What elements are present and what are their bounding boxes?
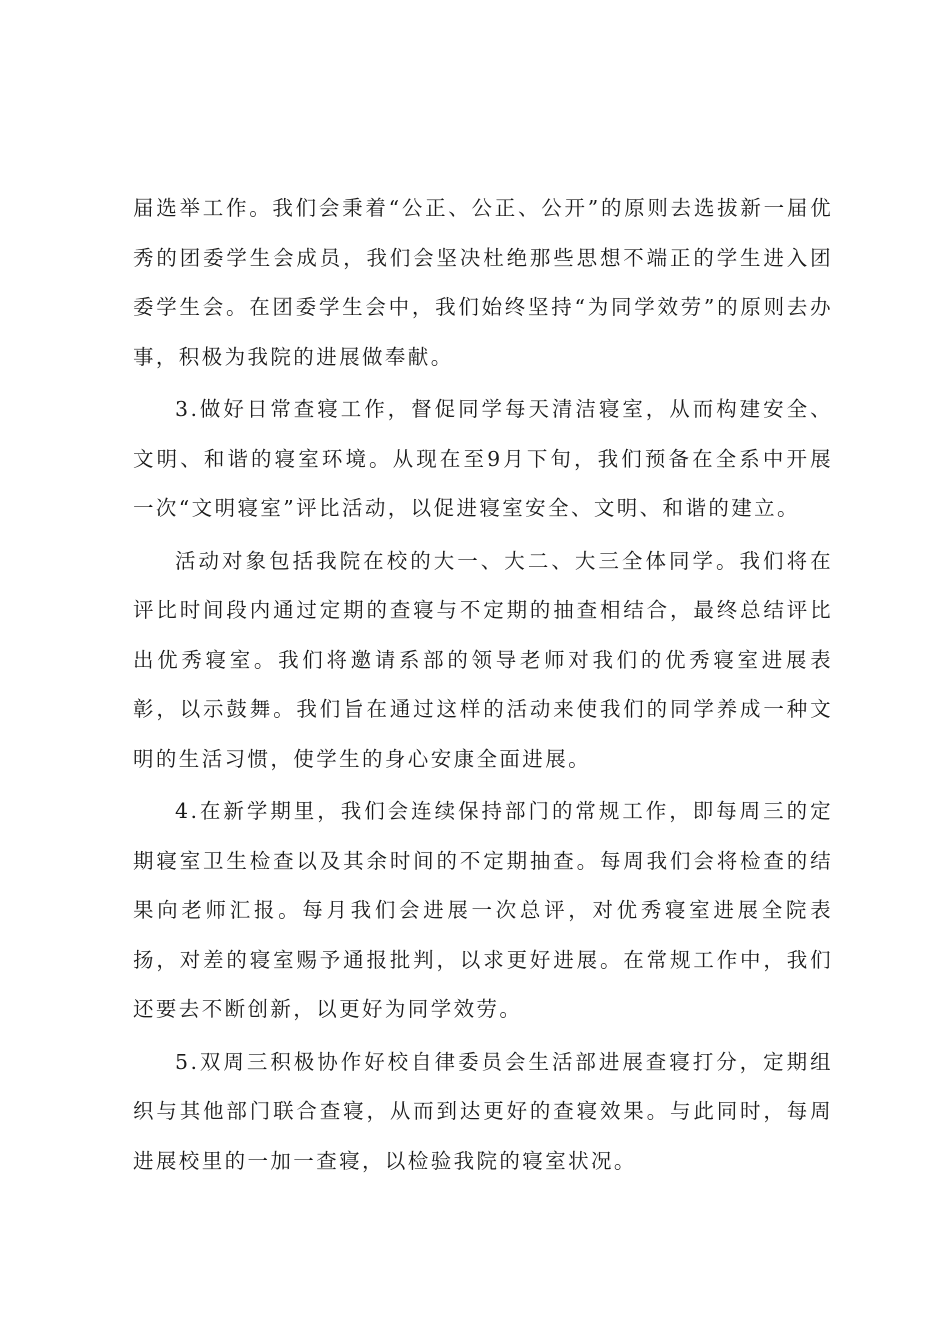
paragraph-activity: 活动对象包括我院在校的大一、大二、大三全体同学。我们将在评比时间段内通过定期的查寝与不定期的抽查相结合，最终总结评比出优秀寝室。我们将邀请系部的领导老师对我们的优秀寝室进展表彰，以示鼓舞。我们旨在通过这样的活动来使我们的同学养成一种文明的生活习惯，使学生的身心安康全面进展。 bbox=[133, 548, 833, 771]
paragraph-item-3: 3.做好日常查寝工作，督促同学每天清洁寝室，从而构建安全、文明、和谐的寝室环境。从现在至9月下旬，我们预备在全系中开展一次“文明寝室”评比活动，以促进寝室安全、文明、和谐的建立。 bbox=[133, 397, 833, 520]
paragraph-item-5: 5.双周三积极协作好校自律委员会生活部进展查寝打分，定期组织与其他部门联合查寝，从而到达更好的查寝效果。与此同时，每周进展校里的一加一查寝，以检验我院的寝室状况。 bbox=[133, 1049, 833, 1173]
document-body bbox=[133, 184, 833, 1189]
paragraph-continuation: 届选举工作。我们会秉着“公正、公正、公开”的原则去选拔新一届优秀的团委学生会成员，我们会坚决杜绝那些思想不端正的学生进入团委学生会。在团委学生会中，我们始终坚持“为同学效劳”的原则去办事，积极为我院的进展做奉献。 bbox=[133, 196, 833, 369]
paragraph-item-4: 4.在新学期里，我们会连续保持部门的常规工作，即每周三的定期寝室卫生检查以及其余时间的不定期抽查。每周我们会将检查的结果向老师汇报。每月我们会进展一次总评，对优秀寝室进展全院表扬，对差的寝室赐予通报批判，以求更好进展。在常规工作中，我们还要去不断创新，以更好为同学效劳。 bbox=[133, 799, 833, 1021]
